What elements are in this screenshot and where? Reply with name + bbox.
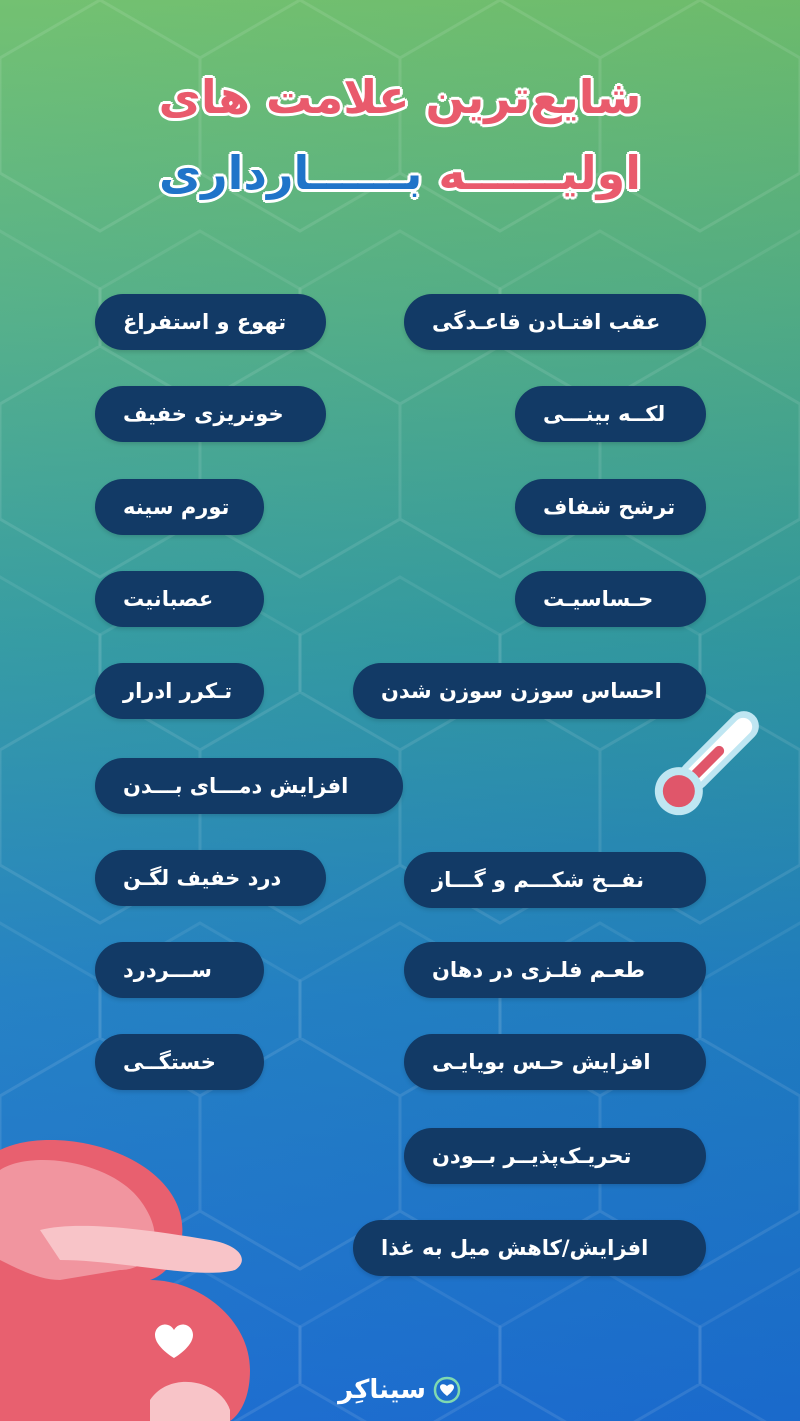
symptom-label: ســـردرد — [123, 958, 212, 982]
pregnant-woman-illustration — [0, 1130, 270, 1421]
symptom-pelvic-pain — [95, 850, 326, 906]
symptom-anger — [95, 571, 264, 627]
symptom-breast-swelling — [95, 479, 264, 535]
symptom-label: تحریـک‌پذیــر بــودن — [432, 1144, 632, 1168]
symptom-label: خستگــی — [123, 1050, 216, 1074]
brand-logo-icon — [432, 1375, 462, 1405]
symptom-label: خونریزی خفیف — [123, 402, 284, 426]
symptom-irritability — [404, 1128, 706, 1184]
title-word-early: اولیــــــه — [438, 146, 642, 200]
symptom-label: افزایش حـس بویایـی — [432, 1050, 651, 1074]
symptom-label: افزایش دمـــای بـــدن — [123, 774, 349, 798]
page-title-line1: شایع‌ترین علامت های — [158, 70, 642, 124]
symptom-missed-period — [404, 294, 706, 350]
symptom-label: احساس سوزن سوزن شدن — [381, 679, 662, 703]
symptom-sensitivity — [515, 571, 706, 627]
page-title-line2 — [0, 146, 800, 200]
symptom-label: درد خفیف لگـن — [123, 866, 282, 890]
symptom-label: لکــه بینـــی — [543, 402, 666, 426]
symptom-label: عصبانیت — [123, 587, 214, 611]
symptom-fatigue — [95, 1034, 264, 1090]
brand-logo — [330, 1370, 470, 1410]
symptom-headache — [95, 942, 264, 998]
brand-name: سیناکِر — [338, 1375, 426, 1405]
title-word-pregnancy: بــــــارداری — [158, 146, 423, 200]
symptom-frequent-urination — [95, 663, 264, 719]
symptom-label: حـساسیـت — [543, 587, 654, 611]
symptom-label: تـکرر ادرار — [123, 679, 233, 703]
symptom-clear-discharge — [515, 479, 706, 535]
symptom-body-temperature — [95, 758, 403, 814]
symptom-light-bleeding — [95, 386, 326, 442]
symptom-label: تهوع و استفراغ — [123, 310, 287, 334]
symptom-appetite-change — [353, 1220, 706, 1276]
symptom-metallic-taste — [404, 942, 706, 998]
symptom-label: تورم سینه — [123, 495, 230, 519]
symptom-label: طعـم فلـزی در دهان — [432, 958, 646, 982]
symptom-bloating-gas — [404, 852, 706, 908]
symptom-spotting — [515, 386, 706, 442]
symptom-label: نفــخ شکـــم و گـــاز — [432, 868, 645, 892]
symptom-label: افزایش/کاهش میل به غذا — [381, 1236, 649, 1260]
symptom-label: ترشح شفاف — [543, 495, 676, 519]
thermometer-icon — [640, 700, 770, 830]
symptom-label: عقب افتـادن قاعـدگی — [432, 310, 661, 334]
symptom-nausea-vomiting — [95, 294, 326, 350]
symptom-heightened-smell — [404, 1034, 706, 1090]
